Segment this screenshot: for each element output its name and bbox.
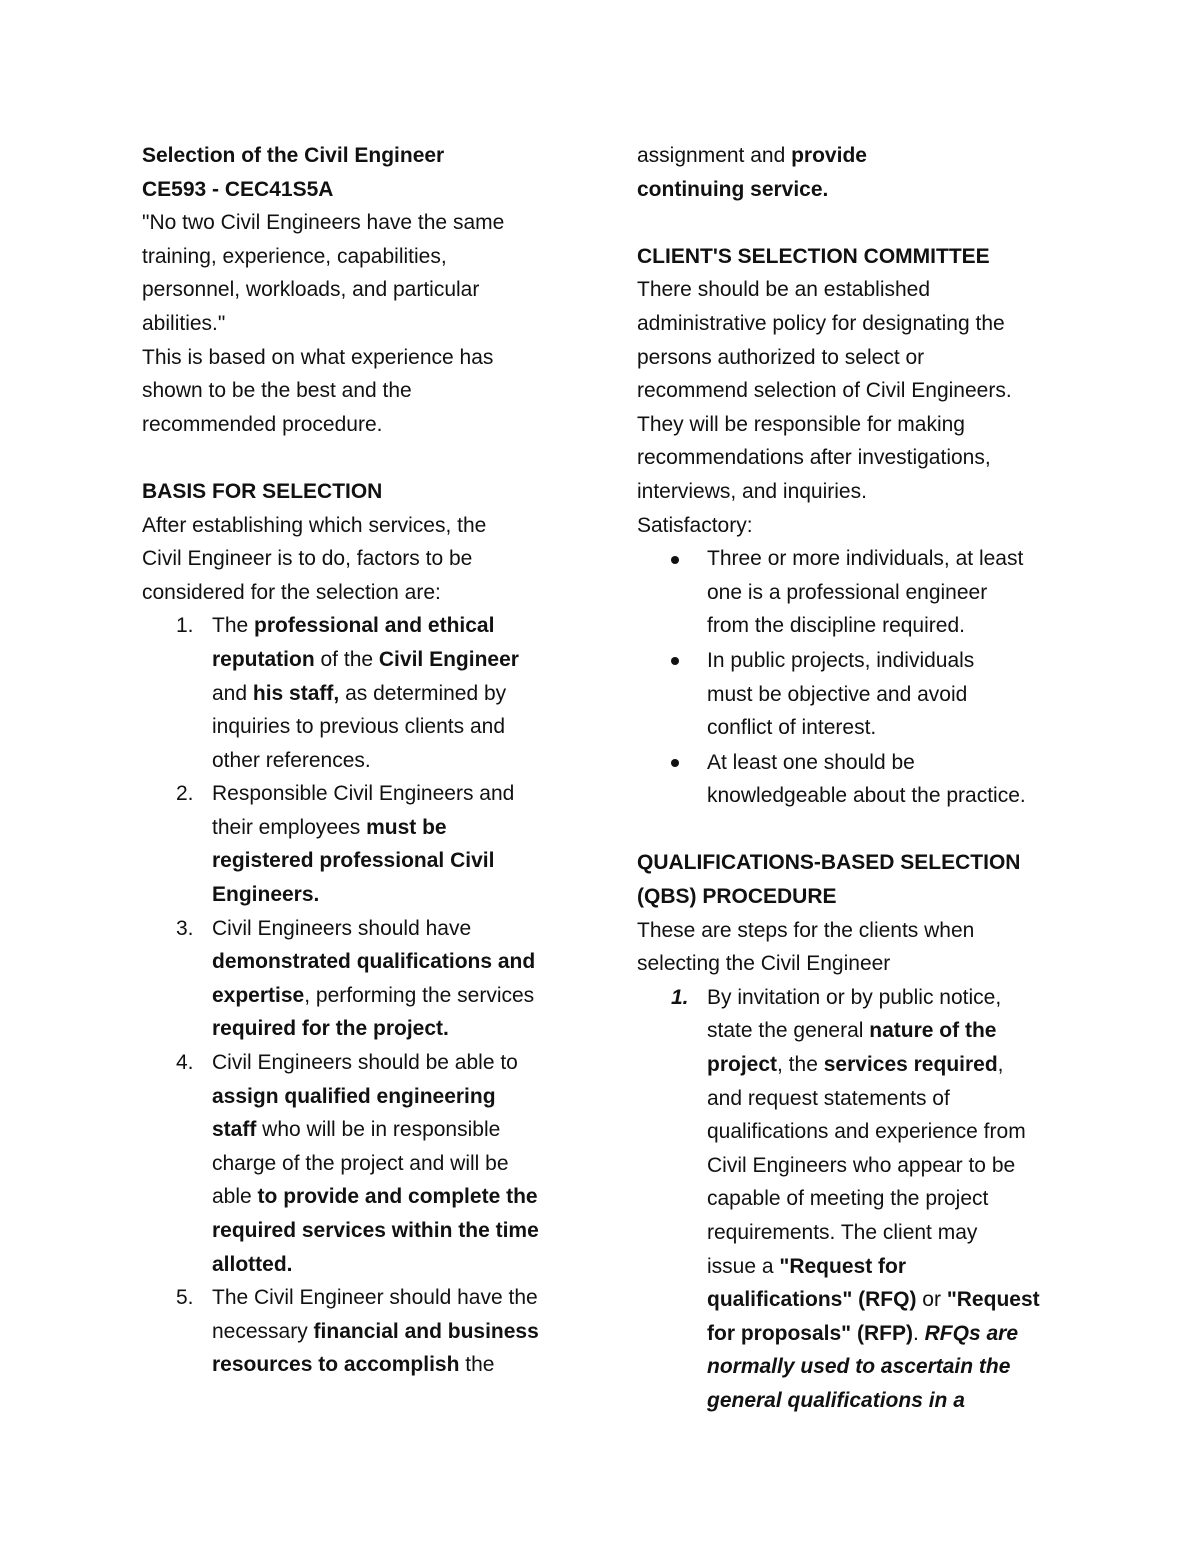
text-line: required services within the time [212, 1219, 539, 1242]
qbs-heading-cont: (QBS) PROCEDURE [637, 885, 837, 909]
committee-paragraph: There should be an established administrative policy for designating the persons authorized to select or recommend selection of Civil Engineers. They will be responsible for making recommendations after investigations, interviews, and inquiries. [637, 278, 1012, 503]
basis-heading: BASIS FOR SELECTION [142, 479, 383, 503]
basis-intro: After establishing which services, the Civil Engineer is to do, factors to be considered for the selection are: [142, 513, 487, 604]
text-line: project, the services required, [707, 1053, 1004, 1077]
factor-item-2 [142, 777, 572, 911]
text-line: knowledgeable about the practice. [707, 784, 1026, 808]
text-line: and his staff, as determined by [212, 681, 507, 705]
text-line: staff who will be in responsible [212, 1118, 501, 1142]
right-column [637, 139, 1077, 1418]
bullet-dot-icon [671, 746, 679, 780]
factor-item-1 [142, 609, 572, 777]
text-line: Civil Engineers who appear to be [707, 1153, 1016, 1177]
list-number: 5. [176, 1286, 194, 1310]
text-line: resources to accomplish the [212, 1353, 495, 1377]
list-number: 1. [671, 985, 689, 1009]
list-number: 1. [176, 614, 194, 638]
list-number: 2. [176, 782, 194, 806]
text-line: assign qualified engineering [212, 1084, 496, 1108]
left-column [142, 139, 572, 1382]
text-line: necessary financial and business [212, 1319, 539, 1343]
intro-paragraph: This is based on what experience has shown to be the best and the recommended procedure. [142, 345, 494, 436]
text-line: Civil Engineers should have [212, 916, 472, 940]
text-line: from the discipline required. [707, 614, 965, 638]
text-line: Civil Engineers should be able to [212, 1051, 518, 1075]
bullet-item-2 [637, 644, 1077, 745]
text-line: conflict of interest. [707, 716, 877, 740]
text-line: In public projects, individuals [707, 648, 975, 672]
committee-heading: CLIENT'S SELECTION COMMITTEE [637, 244, 990, 268]
text-line: charge of the project and will be [212, 1151, 509, 1175]
text-line: At least one should be [707, 750, 915, 774]
bullet-dot-icon [671, 542, 679, 576]
text-line: By invitation or by public notice, [707, 985, 1002, 1009]
text-line: qualifications" (RFQ) or "Request [707, 1288, 1040, 1312]
factor-item-4 [142, 1046, 572, 1281]
qbs-intro: These are steps for the clients when selecting the Civil Engineer [637, 918, 975, 976]
text-line: allotted. [212, 1252, 293, 1276]
text-line: registered professional Civil [212, 849, 495, 873]
text-line: normally used to ascertain the [707, 1355, 1011, 1379]
selection-factors-list [142, 609, 572, 1382]
bullet-dot-icon [671, 644, 679, 678]
course-code: CE593 - CEC41S5A [142, 177, 334, 201]
text-line: Engineers. [212, 883, 320, 907]
text-line: able to provide and complete the [212, 1185, 538, 1209]
text-line: demonstrated qualifications and [212, 950, 536, 974]
text-line: one is a professional engineer [707, 580, 988, 604]
text-line: required for the project. [212, 1017, 449, 1041]
doc-title: Selection of the Civil Engineer [142, 144, 445, 167]
text-line: assignment and provide [637, 144, 867, 167]
text-line: other references. [212, 748, 371, 772]
text-line: reputation of the Civil Engineer [212, 647, 519, 671]
text-line: general qualifications in a [707, 1388, 965, 1412]
text-line: for proposals" (RFP). RFQs are [707, 1321, 1019, 1345]
committee-bullet-list [637, 542, 1077, 813]
text-line: state the general nature of the [707, 1019, 997, 1043]
bullet-item-1 [637, 542, 1077, 643]
text-line: must be objective and avoid [707, 682, 968, 706]
list-number: 4. [176, 1051, 194, 1075]
qbs-steps-list [637, 981, 1077, 1418]
factor-item-3 [142, 912, 572, 1046]
text-line: Responsible Civil Engineers and [212, 782, 515, 806]
list-number: 3. [176, 916, 194, 940]
bullet-item-3 [637, 746, 1077, 813]
text-line: capable of meeting the project [707, 1187, 989, 1211]
qbs-heading: QUALIFICATIONS-BASED SELECTION [637, 851, 1021, 875]
factor-item-5 [142, 1281, 572, 1382]
continuation-text [637, 139, 1077, 206]
text-line: inquiries to previous clients and [212, 715, 505, 739]
text-line: expertise, performing the services [212, 983, 535, 1007]
text-line: qualifications and experience from [707, 1120, 1026, 1144]
text-line: their employees must be [212, 815, 447, 839]
satisfactory-label: Satisfactory: [637, 513, 753, 537]
quote-paragraph: "No two Civil Engineers have the same training, experience, capabilities, personnel, workloads, and particular abilities." [142, 211, 505, 335]
text-line: continuing service. [637, 177, 829, 201]
text-line: The Civil Engineer should have the [212, 1286, 538, 1310]
text-line: The professional and ethical [212, 614, 495, 638]
text-line: issue a "Request for [707, 1254, 907, 1278]
qbs-step-item-1 [637, 981, 1077, 1418]
text-line: requirements. The client may [707, 1221, 978, 1244]
text-line: Three or more individuals, at least [707, 547, 1024, 571]
text-line: and request statements of [707, 1086, 950, 1110]
